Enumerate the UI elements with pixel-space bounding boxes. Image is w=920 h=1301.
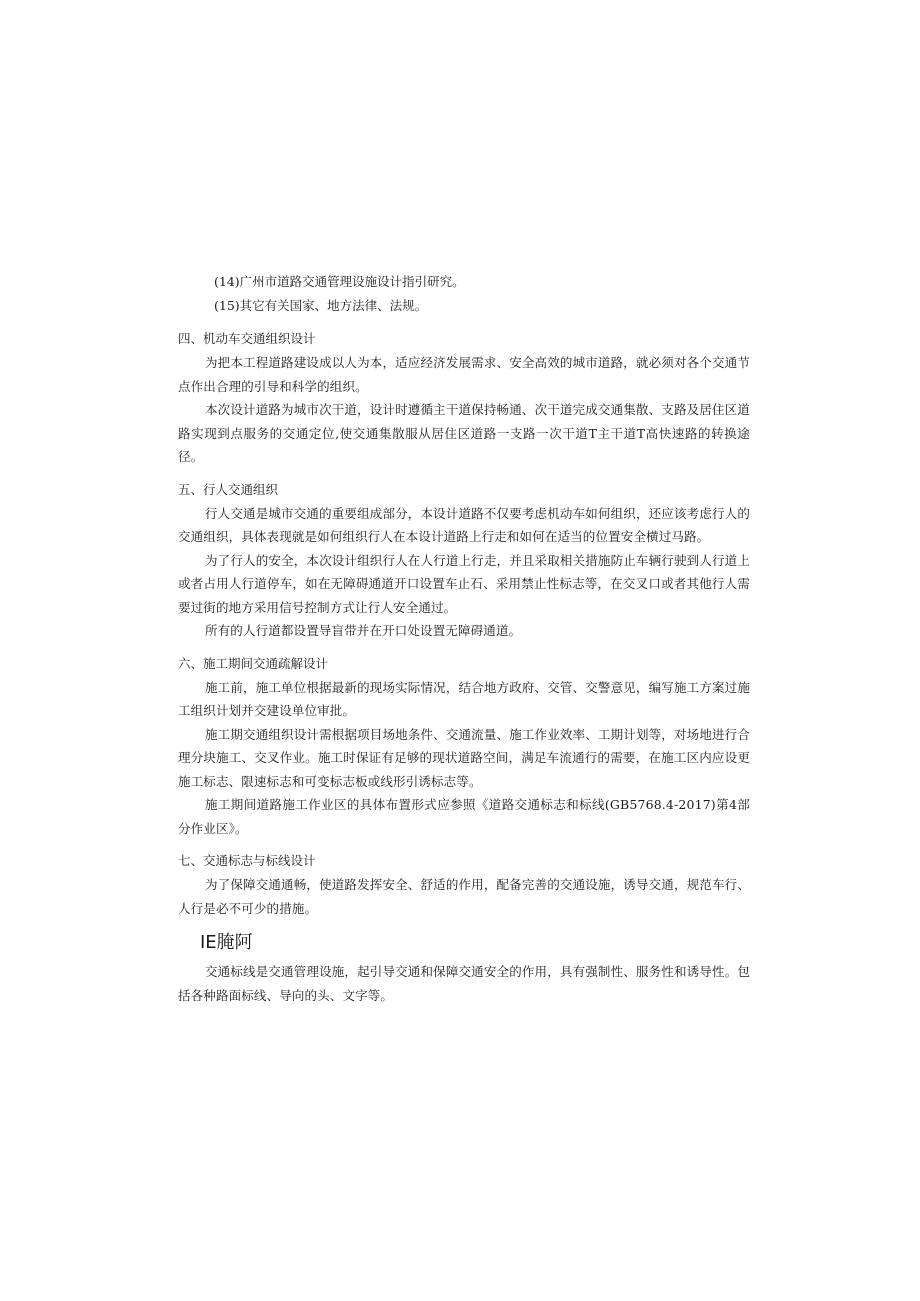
reference-item-15: (15)其它有关国家、地方法律、法规。	[214, 298, 428, 313]
section-heading-vehicle-traffic: 四、机动车交通组织设计	[178, 331, 316, 346]
paragraph: 交通标线是交通管理设施，起引导交通和保障交通安全的作用，具有强制性、服务性和诱导性。包括各种路面标线、导向的头、文字等。	[178, 964, 750, 1003]
section-heading-construction-traffic: 六、施工期间交通疏解设计	[178, 655, 329, 671]
paragraph: 施工前，施工单位根据最新的现场实际情况，结合地方政府、交管、交警意见，编写施工方案过施工组织计划并交建设单位审批。	[178, 679, 750, 718]
paragraph: 为把本工程道路建设成以人为本，适应经济发展需求、安全高效的城市道路，就必须对各个交通节点作出合理的引导和科学的组织。	[178, 355, 750, 394]
section-heading-pedestrian-traffic: 五、行人交通组织	[178, 481, 279, 497]
paragraph: 所有的人行道都设置导盲带并在开口处设置无障碍通道。	[205, 623, 522, 638]
paragraph: 为了保障交通通畅，使道路发挥安全、舒适的作用，配备完善的交通设施，诱导交通，规范车行、人行是必不可少的措施。	[178, 877, 750, 916]
paragraph: 施工期交通组织设计需根据项目场地条件、交通流量、施工作业效率、工期计划等，对场地进行合理分块施工、交叉作业。施工时保证有足够的现状道路空间，满足车流通行的需要，在施工区内应设更施工标志、限速标志和可变标志板或线形引诱标志等。	[178, 726, 750, 789]
document-body	[178, 270, 750, 1007]
subsection-heading: IE腌阿	[200, 932, 253, 953]
paragraph: 为了行人的安全，本次设计组织行人在人行道上行走，并且采取相关措施防止车辆行驶到人行道上或者占用人行道停车，如在无障碍通道开口设置车止石、采用禁止性标志等，在交叉口或者其他行人需要过街的地方采用信号控制方式让行人安全通过。	[178, 552, 750, 615]
paragraph: 行人交通是城市交通的重要组成部分，本设计道路不仅要考虑机动车如何组织，还应该考虑行人的交通组织，具体表现就是如何组织行人在本设计道路上行走和如何在适当的位置安全横过马路。	[178, 505, 750, 544]
section-heading-signs-markings: 七、交通标志与标线设计	[178, 853, 316, 868]
paragraph: 本次设计道路为城市次干道，设计时遵循主干道保持畅通、次干道完成交通集散、支路及居住区道路实现到点服务的交通定位,使交通集散服从居住区道路一支路一次干道T主干道T高快速路的转换途径。	[178, 402, 750, 464]
reference-item-14: (14)广州市道路交通管理设施设计指引研究。	[214, 274, 465, 289]
paragraph: 施工期间道路施工作业区的具体布置形式应参照《道路交通标志和标线(GB5768.4-2017)第4部分作业区》。	[178, 797, 750, 836]
